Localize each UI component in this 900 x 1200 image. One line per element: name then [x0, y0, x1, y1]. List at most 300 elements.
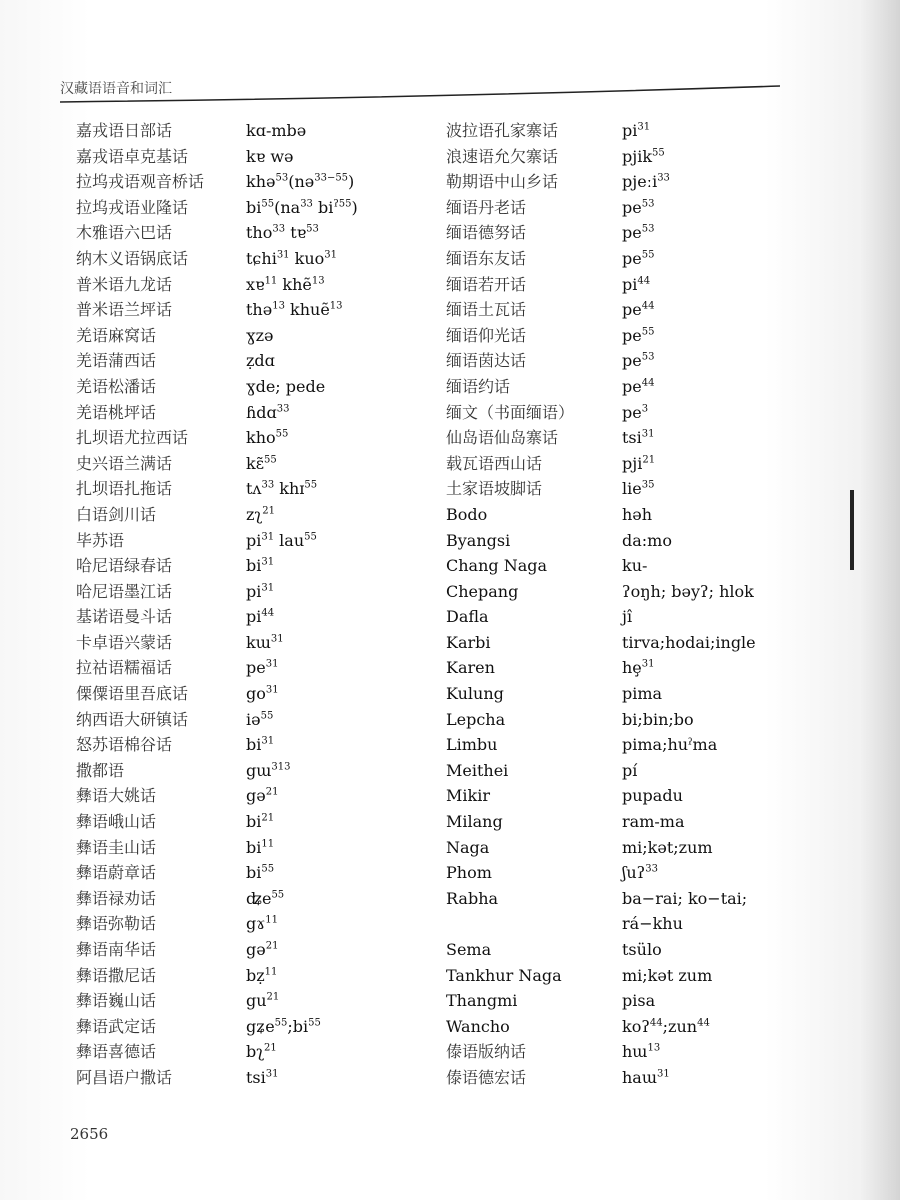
tone-mark: 33−55: [314, 172, 349, 184]
form-text: mi;kət zum: [622, 965, 713, 985]
form-text: ɣzə: [246, 325, 274, 345]
form-text: kuo: [289, 248, 325, 268]
form-text: tʌ: [246, 479, 262, 499]
tone-mark: 44: [261, 607, 275, 619]
word-form: [246, 528, 358, 554]
form-text: (na: [274, 197, 301, 217]
language-name: 彝语南华话: [76, 940, 157, 959]
language-name: 载瓦语西山话: [446, 453, 543, 473]
form-text: xɐ: [246, 274, 265, 294]
language-name: 哈尼语绿春话: [76, 556, 173, 576]
language-name: Limbu: [446, 735, 498, 755]
tone-mark: 53: [641, 352, 655, 364]
form-text: ;zun: [662, 1016, 698, 1036]
tone-mark: 31: [324, 249, 337, 261]
form-text: pe: [622, 197, 642, 217]
tone-mark: 55: [641, 326, 655, 338]
language-name: 缅语土瓦话: [446, 300, 527, 320]
form-text: pi: [246, 530, 262, 550]
running-header: 汉藏语语音和词汇: [60, 81, 172, 97]
language-name: Karen: [446, 658, 495, 678]
tone-mark: 35: [641, 479, 655, 491]
language-name: 阿昌语户撒话: [76, 1067, 173, 1087]
form-text: rá−khu: [622, 914, 683, 934]
tone-mark: 55: [271, 889, 285, 901]
form-text: pupadu: [622, 786, 683, 806]
word-form: [622, 451, 756, 477]
word-form: [622, 630, 756, 656]
language-name: 怒苏语棉谷话: [76, 735, 173, 755]
language-name: 纳木义语锅底话: [76, 248, 189, 268]
word-form: [246, 630, 358, 656]
form-text: bi: [246, 863, 262, 883]
tone-mark: 33: [272, 224, 286, 236]
form-text: tɕhi: [246, 248, 277, 268]
tone-mark: 21: [266, 991, 280, 1003]
form-text: pe: [622, 376, 642, 396]
form-text: ;bi: [287, 1016, 309, 1036]
language-name: [446, 911, 574, 937]
tone-mark: 31: [641, 659, 655, 671]
language-name: 彝语弥勒话: [76, 914, 157, 934]
word-form: [246, 681, 358, 707]
form-text: pe: [622, 351, 642, 371]
word-form: [246, 169, 358, 195]
language-name: 卡卓语兴蒙话: [76, 632, 173, 652]
word-form: [622, 528, 756, 554]
form-text: pjeːi: [622, 172, 658, 192]
form-text: tɐ: [285, 223, 307, 243]
word-form: [246, 348, 358, 374]
form-text: mi;kət;zum: [622, 837, 713, 857]
word-form: [246, 323, 358, 349]
word-form: [246, 732, 358, 758]
word-form: [246, 707, 358, 733]
word-form: [622, 783, 756, 809]
tone-mark: 55: [304, 531, 317, 543]
tone-mark: 55: [275, 428, 289, 440]
form-text: hɯ: [622, 1042, 648, 1062]
tone-mark: 44: [697, 1017, 710, 1029]
language-name: Chang Naga: [446, 556, 548, 576]
form-text: gu: [246, 991, 267, 1011]
language-name: Phom: [446, 863, 492, 883]
language-name: 拉祜语糯福话: [76, 658, 173, 678]
form-text: kɯ: [246, 632, 271, 652]
language-name: 羌语蒲西话: [76, 351, 157, 371]
word-form: [246, 1014, 358, 1040]
language-name: 羌语松潘话: [76, 376, 157, 396]
word-form: [246, 963, 358, 989]
form-text: pi: [622, 274, 638, 294]
word-form: [246, 476, 358, 502]
form-text: thə: [246, 300, 273, 320]
tone-mark: 21: [265, 787, 279, 799]
form-text: iə: [246, 709, 261, 729]
word-form: [246, 246, 358, 272]
form-text: bʅ: [246, 1042, 265, 1062]
form-text: bi: [246, 837, 262, 857]
tone-mark: 31: [261, 735, 275, 747]
form-text: ram-ma: [622, 812, 685, 832]
page-number: 2656: [70, 1125, 109, 1143]
form-text: koʔ: [622, 1016, 650, 1036]
form-text: da:mo: [622, 530, 672, 550]
form-text: bi: [246, 735, 262, 755]
tone-mark: 21: [264, 1043, 277, 1055]
tone-mark: 33: [657, 172, 670, 184]
word-form: [622, 758, 756, 784]
language-name: Kulung: [446, 684, 504, 704]
tone-mark: 3: [641, 403, 649, 415]
language-name: 彝语喜德话: [76, 1042, 157, 1062]
word-form: [622, 169, 756, 195]
tone-mark: 55: [308, 1017, 321, 1029]
form-text: kɐ wə: [246, 146, 294, 166]
language-name: 普米语九龙话: [76, 274, 173, 294]
form-text: pji: [622, 453, 643, 473]
language-name: 拉坞戎语业隆话: [76, 197, 189, 217]
tone-mark: 53: [306, 224, 319, 236]
form-text: ʔoŋh; bəyʔ; hlok: [622, 581, 754, 601]
word-form: [246, 195, 358, 221]
tone-mark: 33: [261, 479, 275, 491]
language-name: 缅语德努话: [446, 223, 527, 243]
tone-mark: 55: [652, 147, 665, 159]
form-text: gʑe: [246, 1016, 275, 1036]
tone-mark: 21: [261, 812, 275, 824]
form-text: bi;bin;bo: [622, 709, 694, 729]
language-name: Byangsi: [446, 530, 511, 550]
word-form: [246, 502, 358, 528]
language-name: 缅语茵达话: [446, 351, 527, 371]
word-form: [246, 988, 358, 1014]
language-name: 缅语约话: [446, 376, 511, 396]
language-name: 缅文（书面缅语）: [446, 402, 575, 422]
tone-mark: 31: [265, 684, 279, 696]
language-name: 扎坝语扎拖话: [76, 479, 173, 499]
word-form: [246, 937, 358, 963]
word-form: [246, 655, 358, 681]
word-form: [246, 860, 358, 886]
tone-mark: 13: [311, 275, 325, 287]
tone-mark: 21: [262, 505, 275, 517]
word-form: [622, 553, 756, 579]
tone-mark: 11: [265, 915, 278, 927]
form-text: pi: [622, 121, 638, 140]
tone-mark: 31: [261, 556, 275, 568]
form-text: zʅ: [246, 504, 263, 524]
form-text: haɯ: [622, 1067, 658, 1087]
right-form-column: [622, 118, 756, 1091]
word-form: [622, 348, 756, 374]
language-name: 傣语德宏话: [446, 1067, 527, 1087]
word-form: [246, 886, 358, 912]
margin-mark: [850, 490, 854, 570]
word-form: [246, 604, 358, 630]
tone-mark: 31: [276, 249, 290, 261]
form-text: tsi: [622, 428, 642, 448]
word-form: [246, 1039, 358, 1065]
tone-mark: 53: [641, 224, 655, 236]
page-edge-shadow: [860, 0, 900, 1200]
language-name: 仙岛语仙岛寨话: [446, 428, 559, 448]
form-text: ɦdɑ: [246, 402, 277, 422]
language-name: 彝语禄劝话: [76, 888, 157, 908]
language-name: Bodo: [446, 504, 488, 524]
language-name: 羌语麻窝话: [76, 325, 157, 345]
word-form: [622, 502, 756, 528]
tone-mark: 55: [261, 863, 275, 875]
language-name: 土家语坡脚话: [446, 479, 543, 499]
tone-mark: 53: [275, 172, 289, 184]
word-form: [622, 272, 756, 298]
tone-mark: 31: [261, 582, 275, 594]
form-text: tirva;hodai;ingle: [622, 632, 756, 652]
language-name: 扎坝语尤拉西话: [76, 428, 189, 448]
word-form: [246, 553, 358, 579]
form-text: pisa: [622, 991, 656, 1011]
form-text: ɣde; pede: [246, 376, 326, 396]
tone-mark: 31: [641, 428, 655, 440]
form-text: ku-: [622, 556, 648, 576]
word-form: [622, 425, 756, 451]
form-text: ): [348, 172, 355, 192]
language-name: Meithei: [446, 760, 509, 780]
right-language-column: [446, 118, 574, 1091]
tone-mark: 53: [641, 198, 655, 210]
form-text: kɛ̃: [246, 453, 264, 473]
language-name: 缅语丹老话: [446, 197, 527, 217]
word-form: [622, 1014, 756, 1040]
language-name: 彝语峨山话: [76, 812, 157, 832]
word-form: [246, 374, 358, 400]
word-form: [622, 681, 756, 707]
language-name: Milang: [446, 812, 503, 832]
form-text: khuẽ: [284, 300, 330, 320]
word-form: [246, 579, 358, 605]
form-text: pe: [622, 325, 642, 345]
form-text: pima;huˀma: [622, 735, 718, 755]
language-name: 木雅语六巴话: [76, 223, 173, 243]
form-text: pjik: [622, 146, 653, 166]
form-text: kɑ-mbə: [246, 121, 307, 140]
tone-mark: 33: [645, 863, 658, 875]
form-text: hȩ: [622, 658, 642, 678]
form-text: bi: [246, 556, 262, 576]
language-name: 白语剑川话: [76, 504, 157, 524]
form-text: pima: [622, 684, 663, 704]
word-form: [246, 783, 358, 809]
word-form: [622, 195, 756, 221]
language-name: Wancho: [446, 1016, 510, 1036]
word-form: [622, 374, 756, 400]
tone-mark: 11: [264, 966, 278, 978]
form-text: khə: [246, 172, 276, 192]
form-text: pe: [622, 223, 642, 243]
form-text: pi: [246, 607, 262, 627]
tone-mark: 55: [274, 1017, 288, 1029]
language-name: 彝语武定话: [76, 1016, 157, 1036]
language-name: 彝语撒尼话: [76, 965, 157, 985]
tone-mark: 31: [265, 659, 279, 671]
word-form: [622, 246, 756, 272]
language-name: 彝语圭山话: [76, 837, 157, 857]
form-text: (nə: [288, 172, 315, 192]
word-form: [622, 963, 756, 989]
word-form: [622, 476, 756, 502]
word-form: [622, 400, 756, 426]
language-name: 史兴语兰满话: [76, 453, 173, 473]
word-form: [246, 1065, 358, 1091]
tone-mark: 33: [300, 198, 313, 210]
form-text: khẽ: [277, 274, 312, 294]
tone-mark: 55: [260, 710, 274, 722]
language-name: 彝语巍山话: [76, 991, 157, 1011]
header-rule: [60, 84, 780, 104]
word-form: [622, 655, 756, 681]
form-text: pí: [622, 760, 638, 780]
tone-mark: 44: [637, 275, 651, 287]
language-name: 毕苏语: [76, 530, 125, 550]
language-name: 波拉语孔家寨话: [446, 121, 559, 140]
word-form: [246, 297, 358, 323]
word-form: [246, 220, 358, 246]
tone-mark: 44: [649, 1017, 663, 1029]
language-name: 傈僳语里吾底话: [76, 684, 189, 704]
word-form: [622, 937, 756, 963]
tone-mark: 13: [329, 300, 343, 312]
tone-mark: 44: [641, 377, 655, 389]
language-name: Rabha: [446, 888, 499, 908]
form-text: tsi: [246, 1067, 266, 1087]
language-name: Dafla: [446, 607, 489, 627]
word-form: [622, 707, 756, 733]
form-text: ba−rai; ko−tai;: [622, 888, 748, 908]
form-text: pe: [622, 248, 642, 268]
language-name: 彝语大姚话: [76, 786, 157, 806]
language-name: 浪速语允欠寨话: [446, 146, 559, 166]
form-text: bi: [312, 197, 334, 217]
form-text: pi: [246, 581, 262, 601]
form-text: kho: [246, 428, 276, 448]
language-name: 纳西语大研镇话: [76, 709, 189, 729]
language-name: 羌语桃坪话: [76, 402, 157, 422]
word-form: [622, 118, 756, 144]
word-form: [622, 220, 756, 246]
word-form: [622, 886, 756, 912]
word-form: [246, 758, 358, 784]
tone-mark: 313: [271, 761, 291, 773]
word-form: [622, 911, 756, 937]
word-form: [246, 425, 358, 451]
tone-mark: 55: [304, 479, 318, 491]
language-name: 拉坞戎语观音桥话: [76, 172, 205, 192]
language-name: 普米语兰坪话: [76, 300, 173, 320]
word-form: [622, 297, 756, 323]
word-form: [622, 323, 756, 349]
form-text: jî: [622, 607, 633, 627]
tone-mark: ʔ55: [333, 198, 352, 210]
word-form: [622, 732, 756, 758]
tone-mark: 31: [637, 121, 651, 133]
language-name: 缅语仰光话: [446, 325, 527, 345]
language-name: 傣语版纳话: [446, 1042, 527, 1062]
word-form: [246, 911, 358, 937]
form-text: bi: [246, 812, 262, 832]
tone-mark: 44: [641, 300, 655, 312]
form-text: gə: [246, 786, 266, 806]
form-text: ẓdɑ: [246, 351, 275, 371]
language-name: Tankhur Naga: [446, 965, 562, 985]
form-text: go: [246, 684, 266, 704]
word-form: [246, 809, 358, 835]
left-form-column: [246, 118, 358, 1091]
form-text: lau: [274, 530, 305, 550]
language-name: Lepcha: [446, 709, 506, 729]
word-form: [622, 604, 756, 630]
form-text: gɯ: [246, 760, 272, 780]
word-form: [246, 144, 358, 170]
word-form: [246, 272, 358, 298]
language-name: Chepang: [446, 581, 519, 601]
form-text: pe: [622, 402, 642, 422]
language-name: Karbi: [446, 632, 491, 652]
word-form: [246, 835, 358, 861]
language-name: 缅语若开话: [446, 274, 527, 294]
word-form: [246, 118, 358, 144]
form-text: bi: [246, 197, 262, 217]
language-name: 缅语东友话: [446, 248, 527, 268]
tone-mark: 55: [641, 249, 655, 261]
language-name: Mikir: [446, 786, 490, 806]
tone-mark: 31: [261, 531, 275, 543]
tone-mark: 21: [642, 454, 656, 466]
word-form: [622, 144, 756, 170]
language-name: 基诺语曼斗话: [76, 607, 173, 627]
word-form: [622, 809, 756, 835]
tone-mark: 13: [647, 1043, 661, 1055]
word-form: [622, 988, 756, 1014]
word-form: [622, 579, 756, 605]
language-name: 撒都语: [76, 760, 125, 780]
word-form: [622, 835, 756, 861]
language-name: Sema: [446, 940, 492, 959]
form-text: pe: [246, 658, 266, 678]
language-name: 哈尼语墨江话: [76, 581, 173, 601]
tone-mark: 11: [264, 275, 278, 287]
form-text: pe: [622, 300, 642, 320]
tone-mark: 21: [265, 940, 279, 952]
language-name: 彝语蔚章话: [76, 863, 157, 883]
form-text: bẓ: [246, 965, 265, 985]
tone-mark: 31: [265, 1068, 279, 1080]
tone-mark: 11: [261, 838, 275, 850]
form-text: ʥe: [246, 888, 272, 908]
word-form: [246, 451, 358, 477]
language-name: Thangmi: [446, 991, 518, 1011]
tone-mark: 33: [276, 403, 290, 415]
form-text: ): [351, 197, 358, 217]
word-form: [622, 860, 756, 886]
form-text: tho: [246, 223, 273, 243]
word-form: [622, 1065, 756, 1091]
tone-mark: 31: [657, 1068, 670, 1080]
word-form: [246, 400, 358, 426]
form-text: ʃuʔ: [622, 863, 646, 883]
form-text: lie: [622, 479, 642, 499]
tone-mark: 13: [272, 300, 285, 312]
